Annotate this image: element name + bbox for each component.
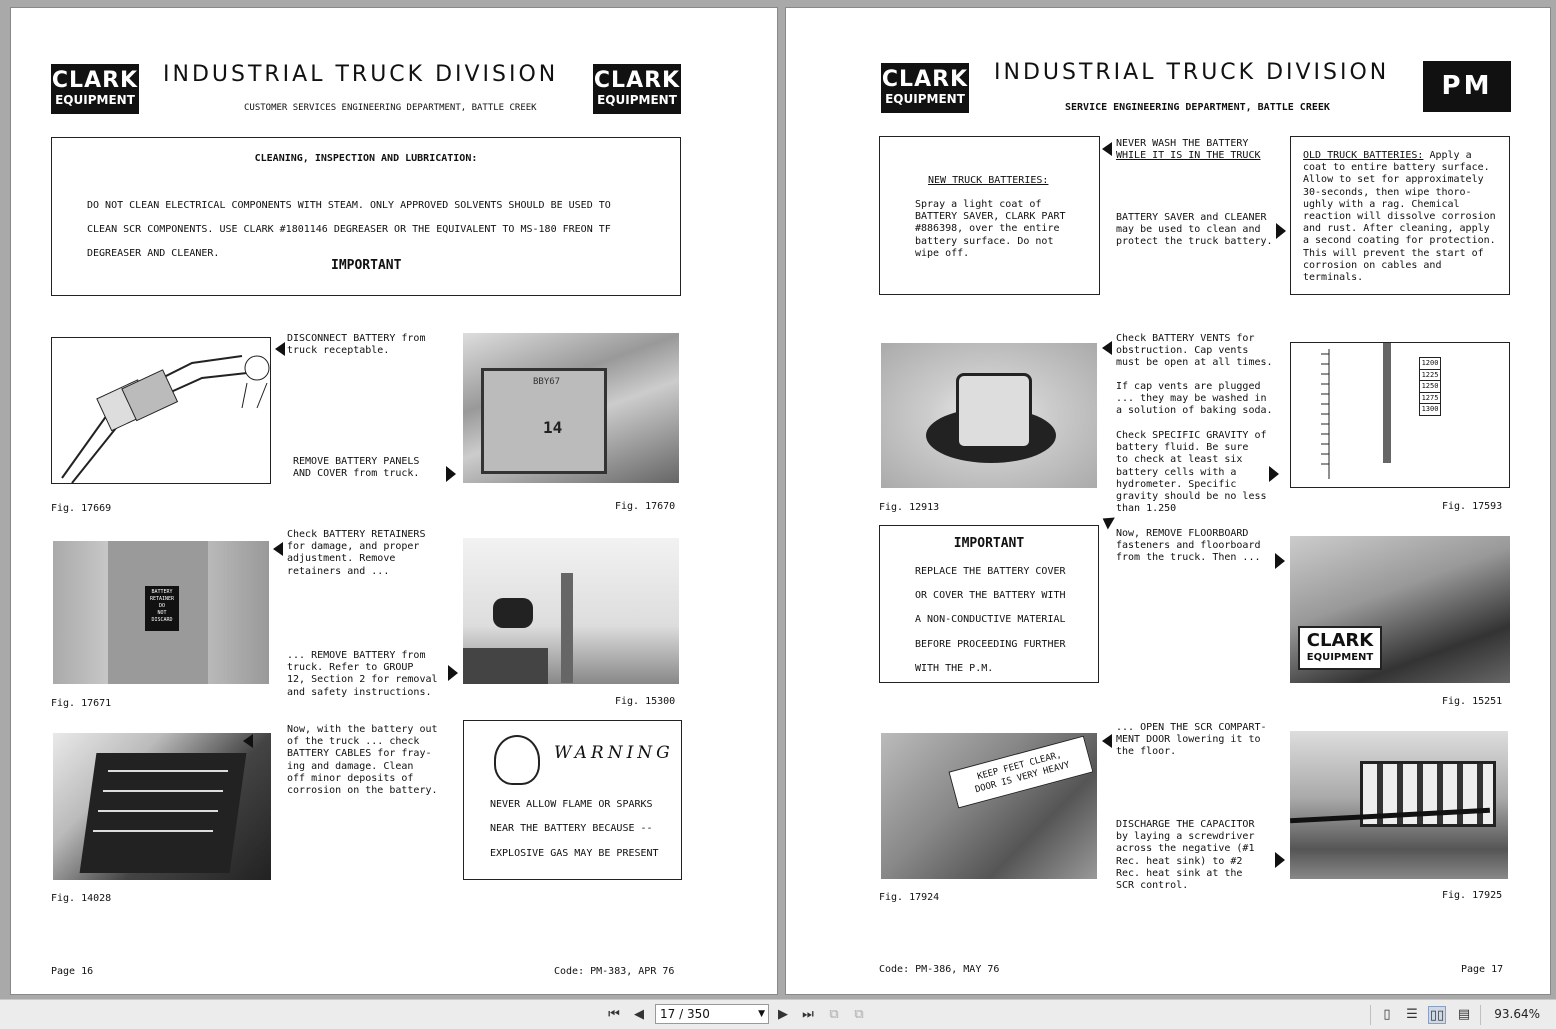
clark-logo: CLARK EQUIPMENT (881, 63, 969, 113)
connector-illustration (51, 337, 271, 484)
pages-icon[interactable]: ⧉ (854, 1007, 864, 1022)
arrow-left-icon (243, 734, 253, 748)
next-page-icon[interactable]: ▶ (778, 1007, 788, 1022)
scale-label: 1225 (1419, 370, 1441, 382)
important-line5: WITH THE P.M. (915, 663, 994, 674)
cleaning-box (51, 137, 681, 296)
page-number: Page 16 (51, 966, 94, 977)
scale-label: 1275 (1419, 393, 1441, 405)
zoom-level[interactable]: 93.64% (1494, 1007, 1540, 1021)
scr-door-text: ... OPEN THE SCR COMPART- MENT DOOR lowering it to the floor. (1116, 722, 1267, 758)
division-title: INDUSTRIAL TRUCK DIVISION (994, 60, 1390, 85)
fig-label: Fig. 15300 (615, 696, 676, 707)
step-retainers: Check BATTERY RETAINERS for damage, and proper adjustment. Remove retainers and ... (287, 529, 426, 577)
arrow-left-icon (1102, 341, 1112, 355)
plugged-text: If cap vents are plugged ... they may be washed in a solution of baking soda. (1116, 381, 1273, 417)
page-number-input[interactable] (655, 1004, 769, 1024)
continuous-icon[interactable]: ☰ (1406, 1007, 1418, 1022)
gravity-text: Check SPECIFIC GRAVITY of battery fluid. Be sure to check at least six battery cells with a hydrometer. Specific gravity should be no less than 1.250 (1116, 430, 1267, 515)
clark-logo-left: CLARK EQUIPMENT (51, 64, 139, 114)
warning-line3: EXPLOSIVE GAS MAY BE PRESENT (490, 848, 659, 859)
arrow-left-icon (273, 542, 283, 556)
cleaning-line1: DO NOT CLEAN ELECTRICAL COMPONENTS WITH STEAM. ONLY APPROVED SOLVENTS SHOULD BE USED TO (87, 200, 611, 211)
warning-line2: NEAR THE BATTERY BECAUSE -- (490, 823, 653, 834)
step-cables: Now, with the battery out of the truck ... check BATTERY CABLES for fray- ing and damage. Clean off minor deposits of corrosion on the battery. (287, 724, 438, 797)
page-indicator: 17 / 350 (660, 1007, 710, 1021)
page-number: Page 17 (1461, 964, 1504, 975)
old-batteries-wrap (1303, 150, 1496, 284)
photo-number: 14 (543, 418, 563, 437)
cleaning-line2: CLEAN SCR COMPONENTS. USE CLARK #1801146 DEGREASER OR THE EQUIVALENT TO MS-180 FREON TF (87, 224, 611, 235)
department-line: CUSTOMER SERVICES ENGINEERING DEPARTMENT, BATTLE CREEK (244, 103, 537, 113)
separator (1370, 1005, 1371, 1025)
step-remove-battery: ... REMOVE BATTERY from truck. Refer to GROUP 12, Section 2 for removal and safety instructions. (287, 650, 438, 698)
left-page (10, 7, 778, 995)
floorboard-photo (1290, 536, 1510, 683)
scale-label: 1300 (1419, 404, 1441, 416)
fig-label: Fig. 17670 (615, 501, 676, 512)
new-batteries-box (879, 136, 1100, 295)
hoist-photo (463, 538, 679, 684)
vent-cap-photo (881, 343, 1097, 488)
old-batteries-title: OLD TRUCK BATTERIES: (1303, 150, 1424, 161)
scale-label: 1250 (1419, 381, 1441, 393)
important-line1: REPLACE THE BATTERY COVER (915, 566, 1066, 577)
arrow-left-icon (1102, 142, 1112, 156)
page-code: Code: PM-386, MAY 76 (879, 964, 1000, 975)
fig-label: Fig. 17925 (1442, 890, 1503, 901)
clark-decal: CLARK EQUIPMENT (1298, 626, 1382, 670)
fig-label: Fig. 12913 (879, 502, 940, 513)
retainer-tag: BATTERY RETAINER DO NOT DISCARD (145, 586, 179, 631)
page-code: Code: PM-383, APR 76 (554, 966, 675, 977)
floorboard-text: Now, REMOVE FLOORBOARD fasteners and floorboard from the truck. Then ... (1116, 528, 1261, 564)
arrow-left-icon (1102, 734, 1112, 748)
important-box (879, 525, 1099, 683)
arrow-right-icon (448, 665, 458, 681)
hydrometer-diagram (1290, 342, 1510, 488)
battery-panel-photo (463, 333, 679, 483)
step-disconnect: DISCONNECT BATTERY from truck receptable. (287, 333, 426, 357)
department-line: SERVICE ENGINEERING DEPARTMENT, BATTLE CREEK (1065, 102, 1330, 113)
never-wash-2: WHILE IT IS IN THE TRUCK (1116, 150, 1261, 161)
arrow-left-icon (275, 342, 285, 356)
single-page-icon[interactable]: ▯ (1383, 1007, 1391, 1022)
separator (1480, 1005, 1481, 1025)
division-title: INDUSTRIAL TRUCK DIVISION (163, 62, 559, 87)
arrow-right-icon (1275, 553, 1285, 569)
hydrometer-tube (1383, 343, 1391, 463)
old-batteries-text: Apply a coat to entire battery surface. Allow to set for approximately 30-seconds, then wipe thoro- ughly with a rag. Chemical reaction will dissolve corrosion and rust. After cleaning, apply a second coating for protection. This will prevent the start of corrosion on cables and terminals. (1303, 150, 1496, 284)
photo-label: BBY67 (533, 377, 561, 387)
warning-box (463, 720, 682, 880)
keep-feet-decal: KEEP FEET CLEAR, DOOR IS VERY HEAVY (948, 736, 1093, 809)
scr-door-photo (881, 733, 1097, 879)
clark-logo-right: CLARK EQUIPMENT (593, 64, 681, 114)
facing-icon[interactable]: ▯▯ (1429, 1008, 1445, 1023)
fig-label: Fig. 15251 (1442, 696, 1503, 707)
important-title: IMPORTANT (953, 536, 1025, 551)
arrow-right-icon (446, 466, 456, 482)
capacitor-photo (1290, 731, 1508, 879)
chevron-down-icon[interactable]: ▼ (758, 1009, 765, 1019)
mascot-icon (494, 735, 540, 785)
fig-label: Fig. 14028 (51, 893, 112, 904)
never-wash-1: NEVER WASH THE BATTERY (1116, 138, 1249, 149)
arrow-right-icon (1276, 223, 1286, 239)
arrow-left-icon (1099, 512, 1115, 529)
scale-label: 1200 (1419, 357, 1441, 370)
capacitor-text: DISCHARGE THE CAPACITOR by laying a screwdriver across the negative (#1 Rec. heat sink) to #2 Rec. heat sink at the SCR control. (1116, 819, 1255, 892)
new-batteries-text: Spray a light coat of BATTERY SAVER, CLARK PART #886398, over the entire battery surface. Do not wipe off. (915, 199, 1066, 259)
last-page-icon[interactable]: ⏭ (802, 1007, 814, 1022)
arrow-right-icon (1275, 852, 1285, 868)
first-page-icon[interactable]: ⏮ (608, 1007, 620, 1022)
cleaning-title: CLEANING, INSPECTION AND LUBRICATION: (254, 153, 478, 164)
important-label: IMPORTANT (331, 258, 402, 273)
warning-title: WARNING (554, 743, 674, 763)
right-page (785, 7, 1551, 995)
prev-page-icon[interactable]: ◀ (634, 1007, 644, 1022)
fig-label: Fig. 17669 (51, 503, 112, 514)
old-batteries-box (1290, 136, 1510, 295)
important-line3: A NON-CONDUCTIVE MATERIAL (915, 614, 1066, 625)
cleaning-line3: DEGREASER AND CLEANER. (87, 248, 220, 259)
battery-cables-photo (53, 733, 271, 880)
step-remove-panels: REMOVE BATTERY PANELS AND COVER from truck. (293, 456, 420, 480)
viewer-toolbar (0, 999, 1556, 1029)
retainer-photo (53, 541, 269, 684)
saver-text: BATTERY SAVER and CLEANER may be used to clean and protect the truck battery. (1116, 212, 1273, 248)
rotate-icon[interactable]: ⧉ (829, 1007, 839, 1022)
important-line4: BEFORE PROCEEDING FURTHER (915, 639, 1066, 650)
hydrometer-scale (1419, 357, 1441, 416)
fig-label: Fig. 17924 (879, 892, 940, 903)
important-line2: OR COVER THE BATTERY WITH (915, 590, 1066, 601)
arrow-right-icon (1269, 466, 1279, 482)
pm-badge: PM (1423, 61, 1511, 112)
vents-text: Check BATTERY VENTS for obstruction. Cap vents must be open at all times. (1116, 333, 1273, 369)
facing-continuous-icon[interactable]: ▤ (1457, 1007, 1471, 1022)
fig-label: Fig. 17593 (1442, 501, 1503, 512)
fig-label: Fig. 17671 (51, 698, 112, 709)
warning-line1: NEVER ALLOW FLAME OR SPARKS (490, 799, 653, 810)
new-batteries-title: NEW TRUCK BATTERIES: (928, 175, 1049, 186)
